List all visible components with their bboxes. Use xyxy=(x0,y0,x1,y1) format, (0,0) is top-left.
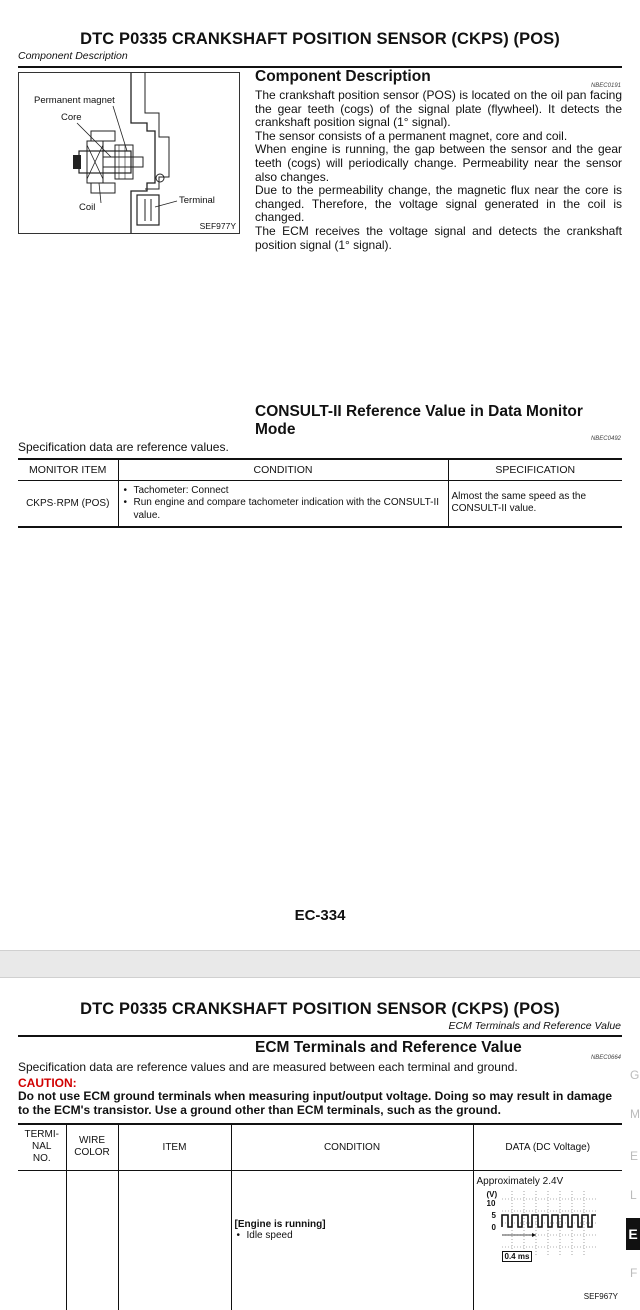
reference-code: NBEC0492 xyxy=(590,436,621,442)
title-rule xyxy=(18,1035,622,1037)
side-tab-g[interactable]: G xyxy=(630,1068,640,1082)
condition-cell xyxy=(231,1170,473,1310)
page-title: DTC P0335 CRANKSHAFT POSITION SENSOR (CKPS) (POS) xyxy=(80,30,560,48)
document-page-2 xyxy=(0,978,640,1301)
scope-time-label: 0.4 ms xyxy=(502,1251,533,1262)
column-header: CONDITION xyxy=(231,1124,473,1170)
paragraph: When engine is running, the gap between the sensor and the gear teeth (cogs) will periodically change. Permeability near the sensor also changes. xyxy=(255,142,622,184)
column-header: ITEM xyxy=(118,1124,231,1170)
side-tab-l[interactable]: L xyxy=(630,1188,637,1202)
caution-text: Do not use ECM ground terminals when measuring input/output voltage. Doing so may result in damage to the ECM's transistor. Use a ground other than ECM terminals, such as the ground. xyxy=(18,1089,613,1117)
condition-item: • Run engine and compare tachometer indication with the CONSULT-II value. xyxy=(122,497,445,522)
side-tab-e[interactable]: E xyxy=(630,1149,639,1163)
scope-tick: 5 xyxy=(491,1210,496,1220)
caution-label: CAUTION: xyxy=(18,1076,77,1090)
page-separator xyxy=(0,950,640,978)
label-core: Core xyxy=(61,112,82,123)
column-header: TERMI-NAL NO. xyxy=(18,1124,66,1170)
terminal-cell xyxy=(18,1170,66,1310)
column-header: CONDITION xyxy=(118,459,448,480)
condition-cell xyxy=(118,480,448,527)
scope-unit: (V) xyxy=(486,1189,498,1199)
figure-code: SEF967Y xyxy=(583,1291,618,1301)
spec-note: Specification data are reference values and are measured between each terminal and ground. xyxy=(18,1060,518,1074)
column-header: DATA (DC Voltage) xyxy=(473,1124,622,1170)
paragraph: Due to the permeability change, the magnetic flux near the core is changed. Therefore, the voltage signal generated in the coil is changed. xyxy=(255,183,622,225)
wire-color-cell xyxy=(66,1170,118,1310)
side-tab-m[interactable]: M xyxy=(630,1107,640,1121)
scope-tick: 10 xyxy=(486,1198,496,1208)
table-row xyxy=(18,480,622,527)
specification-cell: Almost the same speed as the CONSULT-II value. xyxy=(448,480,622,527)
condition-title: [Engine is running] xyxy=(234,1218,326,1230)
condition-block xyxy=(232,1219,473,1243)
sensor-diagram xyxy=(18,72,240,234)
condition-item: • Idle speed xyxy=(235,1230,473,1243)
consult-heading: CONSULT-II Reference Value in Data Monitor Mode xyxy=(255,403,583,438)
label-coil: Coil xyxy=(79,202,96,213)
data-cell xyxy=(473,1170,622,1310)
table-header-row xyxy=(18,459,622,480)
data-value: Approximately 2.4V xyxy=(476,1175,564,1187)
side-tab-active-e[interactable]: E xyxy=(626,1218,640,1250)
column-header: WIRE COLOR xyxy=(66,1124,118,1170)
side-tab-f[interactable]: F xyxy=(630,1266,638,1280)
figure-code: SEF977Y xyxy=(199,221,236,231)
monitor-item-cell: CKPS·RPM (POS) xyxy=(18,480,118,527)
section-subtitle: Component Description xyxy=(18,50,128,62)
item-cell xyxy=(118,1170,231,1310)
page-number: EC-334 xyxy=(294,907,346,924)
label-terminal: Terminal xyxy=(179,195,215,206)
label-permanent-magnet: Permanent magnet xyxy=(34,95,115,106)
ecm-terminals-heading: ECM Terminals and Reference Value xyxy=(255,1039,522,1056)
column-header: SPECIFICATION xyxy=(448,459,622,480)
spec-note: Specification data are reference values. xyxy=(18,440,229,454)
paragraph: The sensor consists of a permanent magnet, core and coil. xyxy=(255,128,568,143)
component-description-heading: Component Description xyxy=(255,68,431,85)
ecm-terminal-table xyxy=(18,1123,622,1310)
condition-item: • Tachometer: Connect xyxy=(122,485,445,498)
paragraph: The crankshaft position sensor (POS) is located on the oil pan facing the gear teeth (cogs) of the signal plate (flywheel). It detects the crankshaft position signal (1° signal). xyxy=(255,88,622,130)
table-row xyxy=(18,1170,622,1310)
scope-tick: 0 xyxy=(491,1222,496,1232)
page-title: DTC P0335 CRANKSHAFT POSITION SENSOR (CKPS) (POS) xyxy=(80,1000,560,1018)
section-subtitle: ECM Terminals and Reference Value xyxy=(448,1020,621,1032)
paragraph: The ECM receives the voltage signal and detects the crankshaft position signal (1° signal). xyxy=(255,223,622,252)
data-monitor-table xyxy=(18,458,622,528)
reference-code: NBEC0191 xyxy=(590,83,621,89)
oscilloscope-waveform xyxy=(502,1191,596,1257)
column-header: MONITOR ITEM xyxy=(18,459,118,480)
component-description-body xyxy=(255,89,622,252)
reference-code: NBEC0664 xyxy=(590,1055,621,1061)
table-header-row xyxy=(18,1124,622,1170)
